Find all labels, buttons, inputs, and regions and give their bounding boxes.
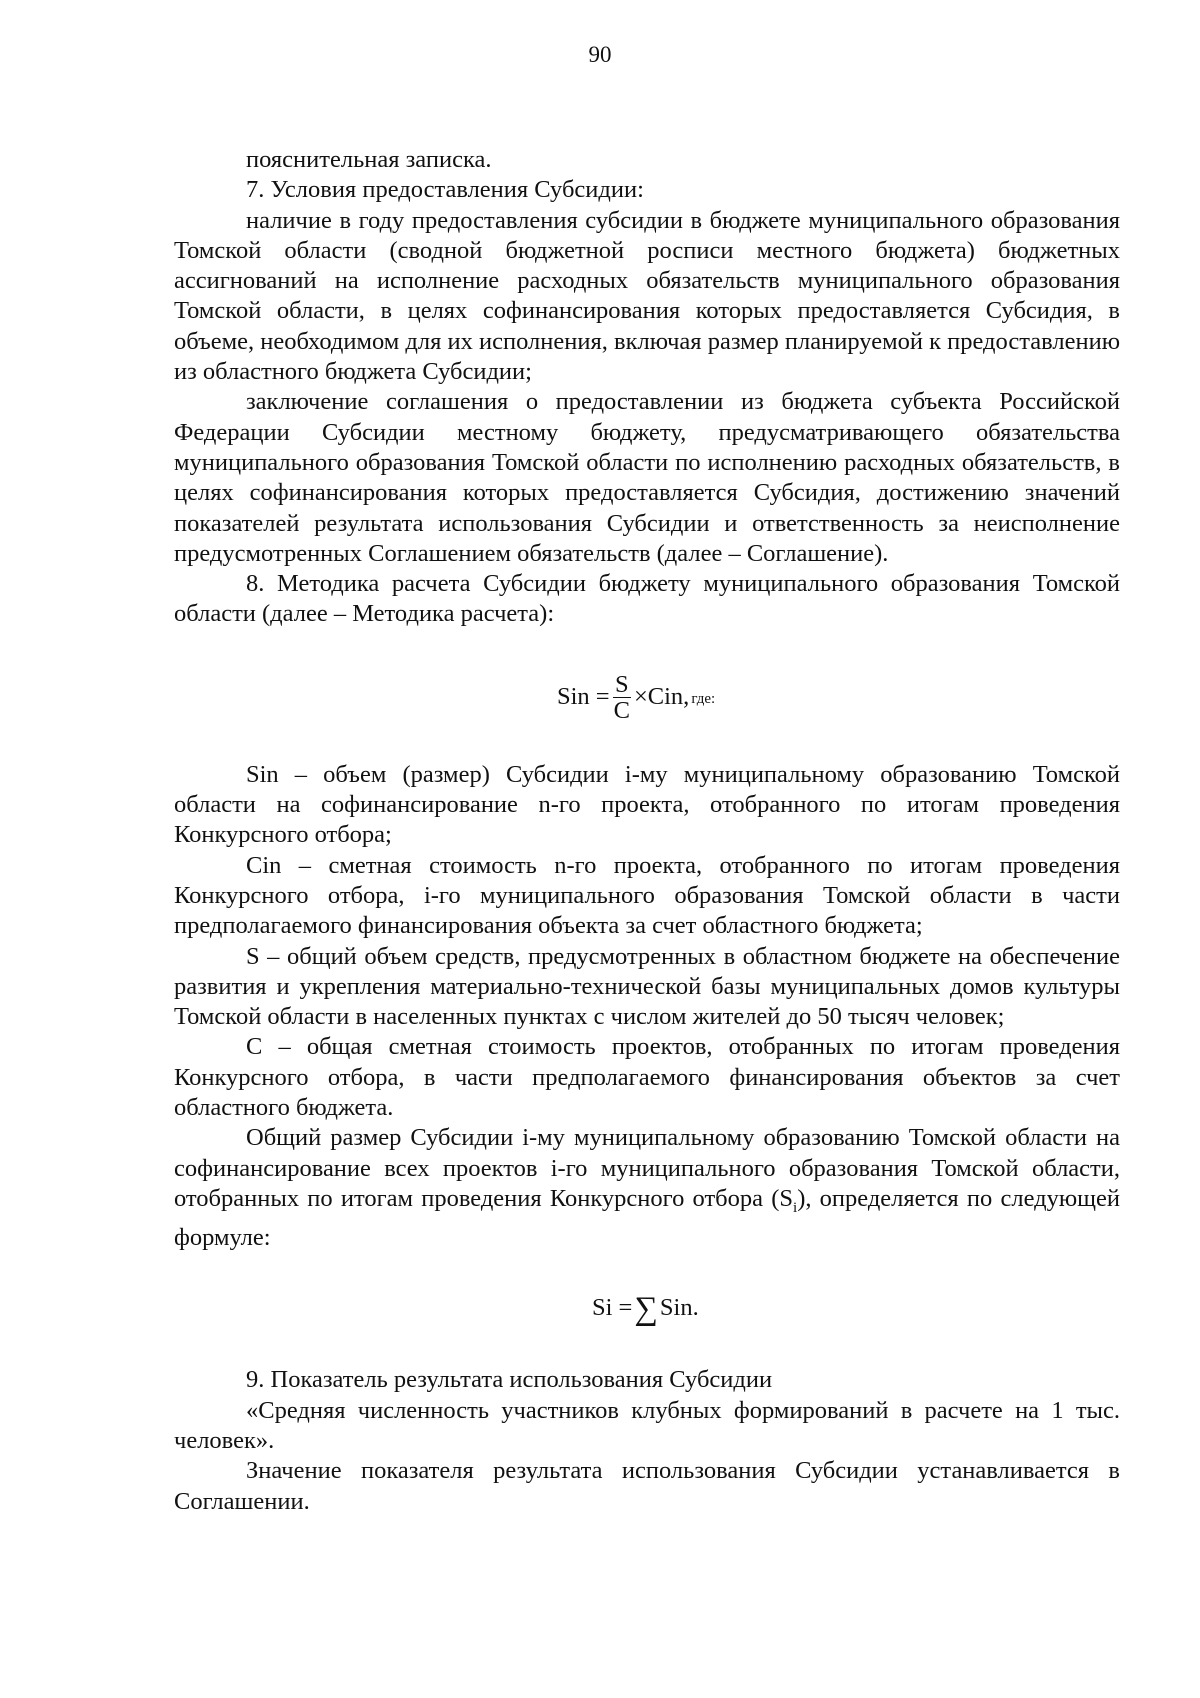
definition-s: S – общий объем средств, предусмотренных в областном бюджете на обеспечение развития и укрепления материально-технической базы муниципальных домов культуры Томской области в населенных пунктах с числом жителей до 50 тысяч человек; [174,942,1120,1031]
section-heading-methodology: 8. Методика расчета Субсидии бюджету муниципального образования Томской области (далее – Методика расчета): [174,570,1120,628]
formula-fraction [612,672,632,723]
text-span: Общий размер Субсидии i-му муниципальному образованию Томской области на софинансирование всех проектов i-го муниципального образования Томской области, отобранных по итогам проведения Конкурсного отбора (S [174,1124,1120,1212]
paragraph: заключение соглашения о предоставлении из бюджета субъекта Российской Федерации Субсидии местному бюджету, предусматривающего обязательства муниципального образования Томской области по исполнению расходных обязательств, в целях софинансирования которых предоставляется Субсидия, достижению значений показателей результата использования Субсидии и ответственность за неисполнение предусмотренных Соглашением обязательств (далее – Соглашение). [174,388,1120,567]
page-number: 90 [588,42,612,67]
section-heading-indicator: 9. Показатель результата использования Субсидии [246,1366,773,1394]
formula-sin [174,630,1120,760]
formula-si [174,1253,1120,1365]
paragraph: наличие в году предоставления субсидии в бюджете муниципального образования Томской области (сводной бюджетной росписи местного бюджета) бюджетных ассигнований на исполнение расходных обязательств муниципального образования Томской области, в целях софинансирования которых предоставляется Субсидия, в объеме, необходимом для их исполнения, включая размер планируемой к предоставлению из областного бюджета Субсидии; [174,206,1120,386]
definition-c: C – общая сметная стоимость проектов, отобранных по итогам проведения Конкурсного отбора, в части предполагаемого финансирования объектов за счет областного бюджета. [174,1033,1120,1122]
formula-suffix: где: [691,691,716,708]
paragraph: Значение показателя результата использования Субсидии устанавливается в Соглашении. [174,1457,1120,1515]
section-heading-conditions: 7. Условия предоставления Субсидии: [246,176,644,204]
definition-sin: Sin – объем (размер) Субсидии i-му муниципальному образованию Томской области на софинансирование n-го проекта, отобранного по итогам проведения Конкурсного отбора; [174,760,1120,849]
formula-rhs: ×Cin, [633,683,690,711]
paragraph-total-subsidy [174,1123,1120,1253]
paragraph: «Средняя численность участников клубных формирований в расчете на 1 тыс. человек». [174,1396,1120,1454]
formula-lhs: Si = [592,1294,633,1322]
formula-rhs: Sin. [659,1294,699,1322]
text-span: ), определяется по следующей формуле: [174,1184,1120,1252]
document-body [174,145,1120,1517]
subscript: i [793,1199,798,1216]
formula-denominator: C [613,696,630,724]
formula-lhs: Sin = [557,683,610,711]
sigma-symbol: ∑ [634,1290,658,1327]
formula-numerator: S [614,670,629,698]
paragraph: пояснительная записка. [246,146,492,173]
definition-cin: Cin – сметная стоимость n-го проекта, отобранного по итогам проведения Конкурсного отбора, i-го муниципального образования Томской области в части предполагаемого финансирования объекта за счет областного бюджета; [174,851,1120,940]
